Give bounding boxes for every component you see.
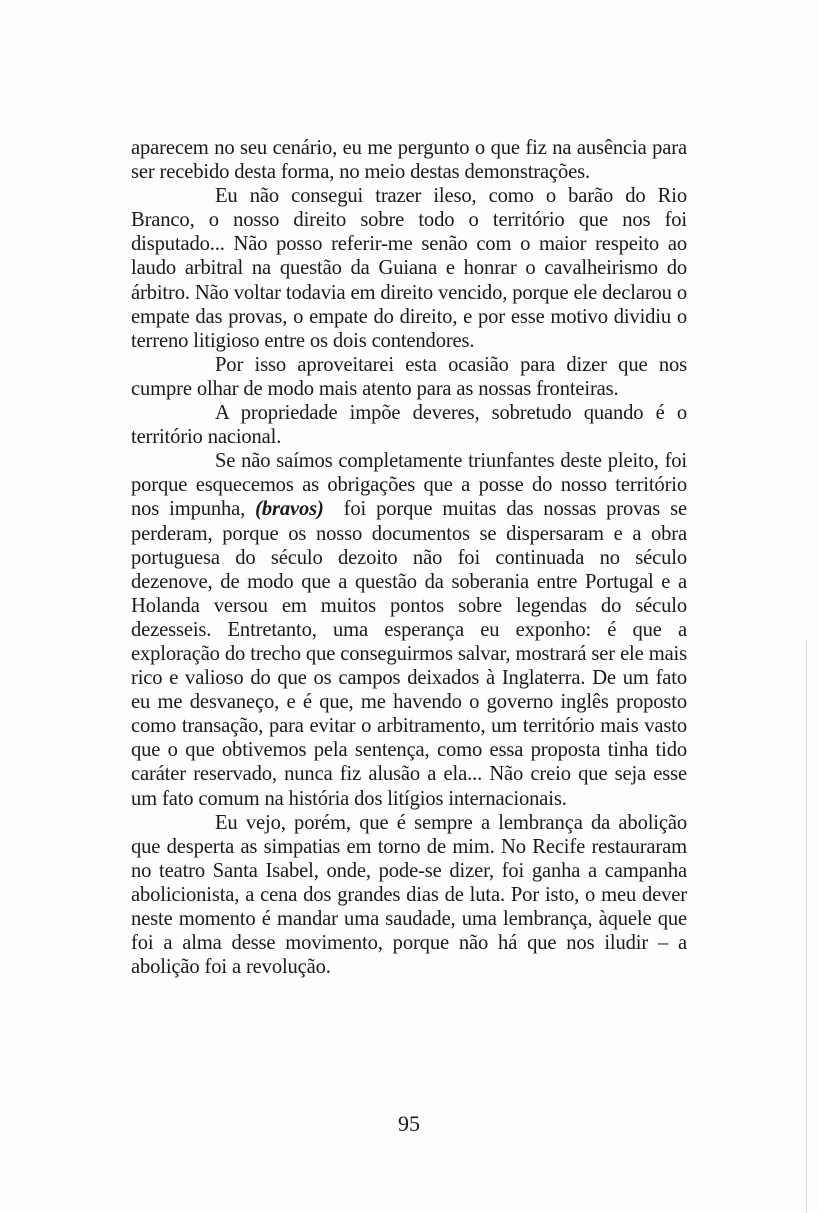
paragraph-3-text: Por isso aproveitarei esta ocasião para dizer que nos cumpre olhar de modo mais atento para as nossas fronteiras. [131,353,687,400]
paragraph-1-text: aparecem no seu cenário, eu me pergunto o que fiz na ausência para ser recebido desta forma, no meio destas demonstrações. [131,137,687,184]
paragraph-2-text: Eu não consegui trazer ileso, como o barão do Rio Branco, o nosso direito sobre todo o território que nos foi disputado... Não posso referir-me senão com o maior respeito ao laudo arbitral na questão da Guiana e honrar o cavalheirismo do árbitro. Não voltar todavia em direito vencido, porque ele declarou o empate das provas, o empate do direito, e por esse motivo dividiu o terreno litigioso entre os dois contendores. [131,185,687,352]
body-text [131,136,687,979]
paragraph-6 [131,811,687,980]
bravos-interjection: (bravos) [255,498,324,521]
paragraph-1 [131,136,687,184]
paragraph-5-text-a: Se não saímos completamente triunfantes deste pleito, foi porque esquecemos as obrigações que a posse do nosso território nos impunha, [131,450,687,521]
paragraph-5 [131,449,687,810]
paragraph-4 [131,401,687,449]
page-number: 95 [398,1111,420,1136]
page-edge-shadow [806,640,807,1213]
paragraph-5-text-b: foi porque muitas das nossas provas se perderam, porque os nosso documentos se dispersaram e a obra portuguesa do século dezoito não foi continuada no século dezenove, de modo que a questão da soberania entre Portugal e a Holanda versou em muitos pontos sobre legendas do século dezesseis. Entretanto, uma esperança eu exponho: é que a exploração do trecho que conseguirmos salvar, mostrará ser ele mais rico e valioso do que os campos deixados à Inglaterra. De um fato eu me desvaneço, e é que, me havendo o governo inglês proposto como transação, para evitar o arbitramento, um território mais vasto que o que obtivemos pela sentença, como essa proposta tinha tido caráter reservado, nunca fiz alusão a ela... Não creio que seja esse um fato comum na história dos litígios internacionais. [131,498,687,810]
paragraph-4-text: A propriedade impõe deveres, sobretudo quando é o território nacional. [131,402,687,449]
paragraph-6-text: Eu vejo, porém, que é sempre a lembrança da abolição que desperta as simpatias em torno de mim. No Recife restauraram no teatro Santa Isabel, onde, pode-se dizer, foi ganha a campanha abolicionista, a cena dos grandes dias de luta. Por isto, o meu dever neste momento é mandar uma saudade, uma lembrança, àquele que foi a alma desse movimento, porque não há que nos iludir – a abolição foi a revolução. [131,811,687,979]
paragraph-3 [131,353,687,401]
paragraph-2 [131,184,687,353]
